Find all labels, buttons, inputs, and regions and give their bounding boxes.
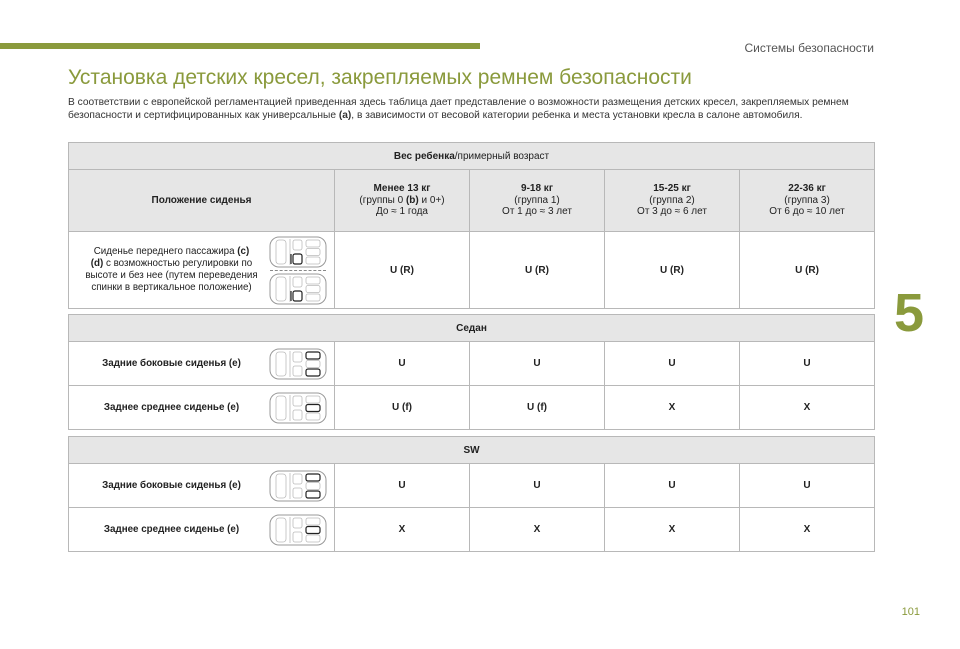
group-0-header: Менее 13 кг (группы 0 (b) и 0+) До ≈ 1 года [335,170,470,232]
car-diagram-front-seat-icon [268,236,328,268]
page-number: 101 [901,606,920,618]
sedan-rear-side-value-3: U [740,342,875,386]
sw-rear-side-value-1: U [470,464,605,508]
chapter-number: 5 [893,283,924,343]
front-seat-position [69,232,335,309]
sedan-section-header: Седан [69,315,875,342]
sedan-rear-middle-position: Заднее среднее сиденье (e) [69,386,335,430]
sedan-rear-side-value-2: U [605,342,740,386]
page-title: Установка детских кресел, закрепляемых ремнем безопасности [68,66,692,89]
sw-rear-side-value-2: U [605,464,740,508]
car-diagram-front-seat-alt-icon [268,273,328,305]
compatibility-table-sedan [68,314,875,430]
sw-rear-middle-value-0: X [335,508,470,552]
compatibility-table-sw [68,436,875,552]
intro-paragraph: В соответствии с европейской регламентацией приведенная здесь таблица дает представление о возможности размещения детских кресел, закрепляемых ремнем безопасности и сертифицированных как универсальные (a), в зависимости от весовой категории ребенка и места установки кресла в салоне автомобиля. [68,97,849,121]
sw-section-header: SW [69,437,875,464]
sw-rear-middle-value-3: X [740,508,875,552]
sw-rear-middle-value-1: X [470,508,605,552]
sedan-rear-side-value-0: U [335,342,470,386]
sw-rear-side-position: Задние боковые сиденья (e) [69,464,335,508]
sedan-rear-middle-value-0: U (f) [335,386,470,430]
sedan-rear-middle-value-1: U (f) [470,386,605,430]
sedan-rear-middle-value-2: X [605,386,740,430]
car-diagram-rear-side-icon [268,470,328,502]
sw-rear-middle-value-2: X [605,508,740,552]
group-1-header: 9-18 кг (группа 1) От 1 до ≈ 3 лет [470,170,605,232]
car-diagram-rear-side-icon [268,348,328,380]
accent-bar [0,43,480,49]
sedan-rear-side-value-1: U [470,342,605,386]
front-group-0-value: U (R) [335,232,470,309]
group-2-header: 15-25 кг (группа 2) От 3 до ≈ 6 лет [605,170,740,232]
weight-header: Вес ребенка/примерный возраст [69,143,875,170]
sw-rear-side-value-0: U [335,464,470,508]
sedan-rear-side-position: Задние боковые сиденья (e) [69,342,335,386]
position-header: Положение сиденья [69,170,335,232]
group-3-header: 22-36 кг (группа 3) От 6 до ≈ 10 лет [740,170,875,232]
front-group-2-value: U (R) [605,232,740,309]
front-seat-label: Сиденье переднего пассажира (c) (d) с возможностью регулировки по высоте и без нее (путем переведения спинки в вертикальное положение) [85,246,258,293]
sedan-rear-middle-value-3: X [740,386,875,430]
car-diagram-rear-middle-icon [268,514,328,546]
sw-rear-middle-position: Заднее среднее сиденье (e) [69,508,335,552]
car-diagram-rear-middle-icon [268,392,328,424]
front-group-1-value: U (R) [470,232,605,309]
section-title: Системы безопасности [744,41,874,55]
compatibility-table-front [68,142,875,309]
front-group-3-value: U (R) [740,232,875,309]
sw-rear-side-value-3: U [740,464,875,508]
